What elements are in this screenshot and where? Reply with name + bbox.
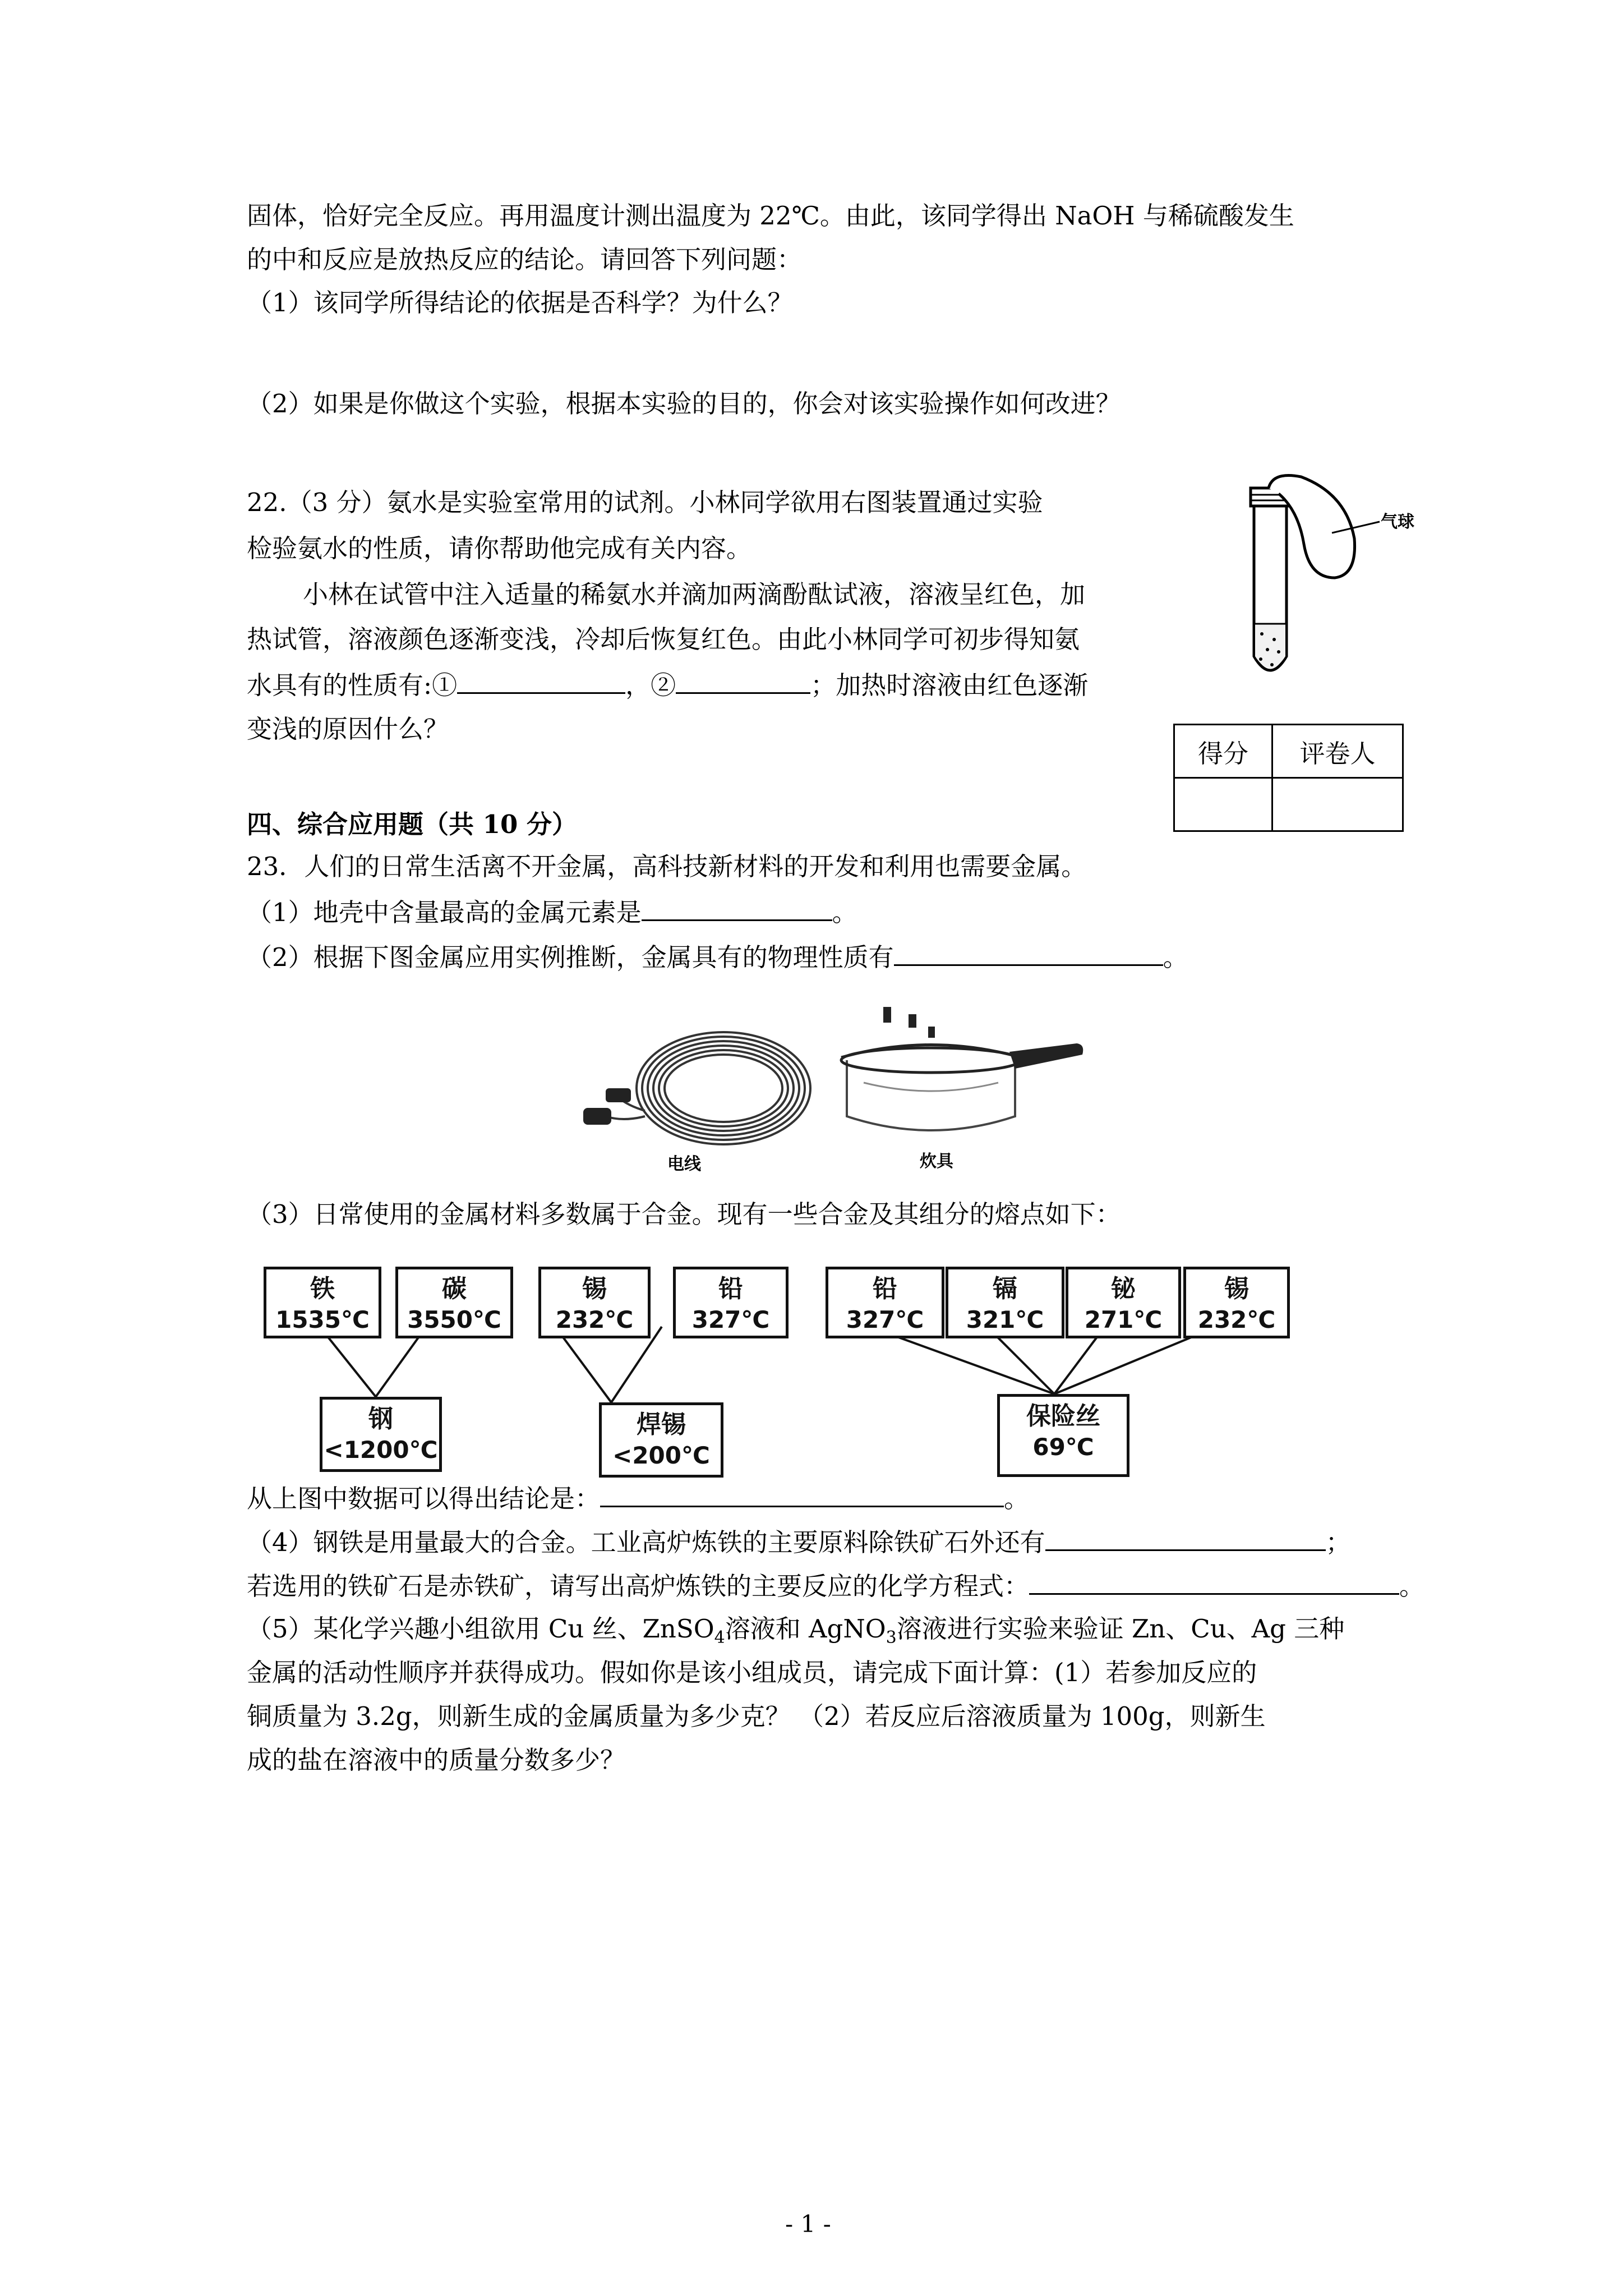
q23-sub5-line4: 成的盐在溶液中的质量分数多少？: [247, 1745, 626, 1775]
score-table: [1173, 724, 1404, 832]
q22-line5-b: ，②: [625, 670, 676, 700]
q22-line2: 检验氨水的性质，请你帮助他完成有关内容。: [247, 533, 752, 563]
q22-line6: 变浅的原因什么？: [247, 714, 449, 744]
q23-sub5-line2: 金属的活动性顺序并获得成功。假如你是该小组成员，请完成下面计算：(1）若参加反应的: [247, 1658, 1257, 1687]
sub5-l1-c: 溶液进行实验来验证 Zn、Cu、Ag 三种: [896, 1614, 1345, 1644]
answer-blank-property1[interactable]: [457, 668, 625, 694]
alloy-box-lead: [673, 1267, 789, 1338]
sub4-d: 。: [1399, 1571, 1425, 1601]
lead-mp: 327℃: [691, 1306, 770, 1333]
alloy-box-solder: [599, 1402, 723, 1478]
iron-name: 铁: [310, 1274, 335, 1303]
wire-label: 电线: [667, 1154, 701, 1174]
alloy-box-iron: [264, 1267, 381, 1338]
q23-sub1-b: 。: [832, 898, 857, 927]
solder-mp: <200℃: [612, 1442, 710, 1469]
q23-sub4-line2: [247, 1568, 1424, 1603]
solder-name: 焊锡: [637, 1410, 686, 1439]
q23-conclusion: [247, 1481, 1029, 1516]
tin-name: 锡: [582, 1274, 607, 1303]
section4-heading: 四、综合应用题（共 10 分）: [247, 809, 577, 839]
sub5-l1-b: 溶液和 AgNO: [725, 1614, 886, 1644]
sub4-c: 若选用的铁矿石是赤铁矿，请写出高炉炼铁的主要反应的化学方程式：: [247, 1571, 1030, 1601]
q23-sub2-b: 。: [1163, 942, 1188, 972]
alloy-box-steel: [320, 1397, 442, 1472]
plug-icon: [583, 1108, 611, 1125]
q23-sub3: （3）日常使用的金属材料多数属于合金。现有一些合金及其组分的熔点如下：: [247, 1199, 1121, 1229]
q23-sub5-line3: 铜质量为 3.2g，则新生成的金属质量为多少克？ （2）若反应后溶液质量为 100g，则新生: [247, 1701, 1266, 1731]
conclusion-b: 。: [1004, 1484, 1030, 1513]
q22-line3: 小林在试管中注入适量的稀氨水并滴加两滴酚酞试液，溶液呈红色，加: [303, 579, 1086, 609]
q21-line2: 的中和反应是放热反应的结论。请回答下列问题：: [247, 245, 803, 274]
q22-line5-a: 水具有的性质有:①: [247, 670, 458, 700]
wire-image: [572, 1010, 819, 1178]
q22-line4: 热试管，溶液颜色逐渐变浅，冷却后恢复红色。由此小林同学可初步得知氨: [247, 624, 1080, 654]
tin-mp: 232℃: [555, 1306, 634, 1333]
alloy-box-carbon: [395, 1267, 513, 1338]
iron-mp: 1535℃: [275, 1306, 370, 1333]
answer-blank-element[interactable]: [642, 895, 832, 921]
tin2-mp: 232℃: [1197, 1306, 1276, 1333]
page-number: - 1 -: [785, 2210, 831, 2238]
alloy-box-tin: [538, 1267, 651, 1338]
sub4-a: （4）钢铁是用量最大的合金。工业高炉炼铁的主要原料除铁矿石外还有: [247, 1527, 1045, 1557]
q21-sub1: （1）该同学所得结论的依据是否科学？为什么？: [247, 288, 793, 318]
alloy-box-bismuth: [1066, 1267, 1181, 1338]
alloy-box-fuse: [997, 1394, 1129, 1477]
fuse-mp: 69℃: [1032, 1433, 1094, 1461]
lead-name: 铅: [718, 1274, 743, 1303]
q21-sub2: （2）如果是你做这个实验，根据本实验的目的，你会对该实验操作如何改进？: [247, 389, 1121, 418]
q22-line5-c: ；加热时溶液由红色逐渐: [810, 670, 1089, 700]
cookware-label: 炊具: [920, 1152, 953, 1171]
answer-blank-property2[interactable]: [676, 668, 810, 694]
sub5-l1-sub2: 3: [886, 1628, 897, 1648]
balloon-icon: [1269, 476, 1355, 578]
grader-header: 评卷人: [1272, 725, 1403, 778]
steel-mp: <1200℃: [324, 1436, 438, 1464]
cadmium-mp: 321℃: [966, 1306, 1044, 1333]
carbon-mp: 3550℃: [407, 1306, 501, 1333]
answer-blank-raw-materials[interactable]: [1045, 1525, 1326, 1551]
lead2-name: 铅: [873, 1274, 897, 1303]
q23-sub1-a: （1）地壳中含量最高的金属元素是: [247, 898, 642, 927]
carbon-name: 碳: [442, 1274, 467, 1303]
q23-sub2-a: （2）根据下图金属应用实例推断，金属具有的物理性质有: [247, 942, 894, 972]
answer-blank-equation[interactable]: [1029, 1568, 1399, 1595]
conclusion-a: 从上图中数据可以得出结论是：: [247, 1484, 601, 1513]
sub5-l1-a: （5）某化学兴趣小组欲用 Cu 丝、ZnSO: [247, 1614, 714, 1644]
q22-line1: 22.（3 分）氨水是实验室常用的试剂。小林同学欲用右图装置通过实验: [247, 487, 1043, 517]
q21-line1: 固体，恰好完全反应。再用温度计测出温度为 22℃。由此，该同学得出 NaOH 与稀硫酸发生: [247, 201, 1294, 231]
bismuth-mp: 271℃: [1084, 1306, 1163, 1333]
cadmium-name: 镉: [993, 1274, 1017, 1303]
q23-sub4-line1: [247, 1525, 1351, 1559]
alloy-box-lead-2: [826, 1267, 944, 1338]
q23-sub1: [247, 895, 857, 930]
sub5-l1-sub1: 4: [714, 1628, 725, 1648]
alloy-box-tin-2: [1183, 1267, 1290, 1338]
answer-blank-conclusion[interactable]: [600, 1481, 1004, 1507]
q23-sub2: [247, 940, 1188, 974]
bismuth-name: 铋: [1111, 1274, 1136, 1303]
sub4-b: ；: [1325, 1527, 1351, 1557]
pot-handle-icon: [1009, 1043, 1083, 1069]
fuse-name: 保险丝: [1026, 1402, 1100, 1430]
balloon-label: 气球: [1381, 512, 1414, 532]
q23-line: 23．人们的日常生活离不开金属，高科技新材料的开发和利用也需要金属。: [247, 852, 1087, 881]
score-cell[interactable]: [1174, 778, 1272, 831]
q23-sub5-line1: [247, 1612, 1344, 1655]
q22-line5: [247, 668, 1088, 702]
lead2-mp: 327℃: [846, 1306, 924, 1333]
score-header: 得分: [1174, 725, 1272, 778]
answer-blank-physical-property[interactable]: [894, 940, 1163, 966]
test-tube-balloon-figure: [1234, 471, 1469, 696]
tin2-name: 锡: [1224, 1274, 1249, 1303]
steel-name: 钢: [368, 1405, 393, 1433]
cookware-image: [830, 1004, 1088, 1178]
grader-cell[interactable]: [1272, 778, 1403, 831]
alloy-box-cadmium: [946, 1267, 1064, 1338]
